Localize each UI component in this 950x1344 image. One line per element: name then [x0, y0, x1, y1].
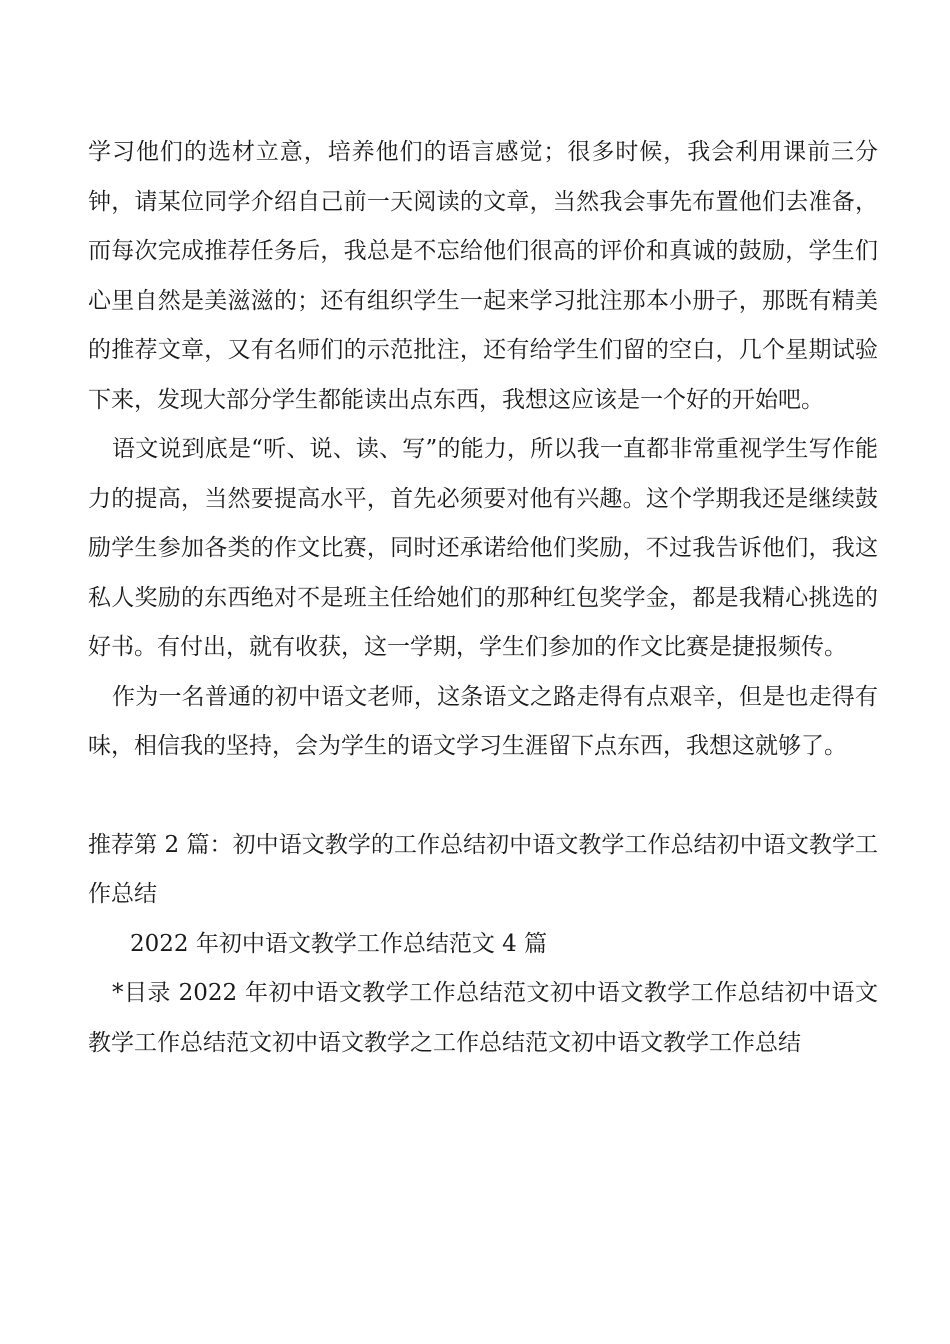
sub-heading: 2022 年初中语文教学工作总结范文 4 篇 — [130, 930, 548, 957]
body-paragraph-1: 学习他们的选材立意，培养他们的语言感觉；很多时候，我会利用课前三分钟，请某位同学介绍自己前一天阅读的文章，当然我会事先布置他们去准备，而每次完成推荐任务后，我总是不忘给他们很高的评价和真诚的鼓励，学生们心里自然是美滋滋的；还有组织学生一起来学习批注那本小册子，那既有精美的推荐文章，又有名师们的示范批注，还有给学生们留的空白，几个星期试验下来，发现大部分学生都能读出点东西，我想这应该是一个好的开始吧。 — [88, 139, 878, 413]
document-page — [88, 128, 878, 1068]
table-of-contents-text: *目录 2022 年初中语文教学工作总结范文初中语文教学工作总结初中语文教学工作总结范文初中语文教学之工作总结范文初中语文教学工作总结 — [88, 980, 878, 1056]
body-paragraph-3: 作为一名普通的初中语文老师，这条语文之路走得有点艰辛，但是也走得有味，相信我的坚持，会为学生的语文学习生涯留下点东西，我想这就够了。 — [88, 683, 878, 759]
section-spacer — [88, 772, 878, 821]
recommend-heading: 推荐第 2 篇：初中语文教学的工作总结初中语文教学工作总结初中语文教学工作总结 — [88, 831, 878, 907]
body-paragraph-2: 语文说到底是“听、说、读、写”的能力，所以我一直都非常重视学生写作能力的提高，当然要提高水平，首先必须要对他有兴趣。这个学期我还是继续鼓励学生参加各类的作文比赛，同时还承诺给他们奖励，不过我告诉他们，我这私人奖励的东西绝对不是班主任给她们的那种红包奖学金，都是我精心挑选的好书。有付出，就有收获，这一学期，学生们参加的作文比赛是捷报频传。 — [88, 436, 878, 660]
